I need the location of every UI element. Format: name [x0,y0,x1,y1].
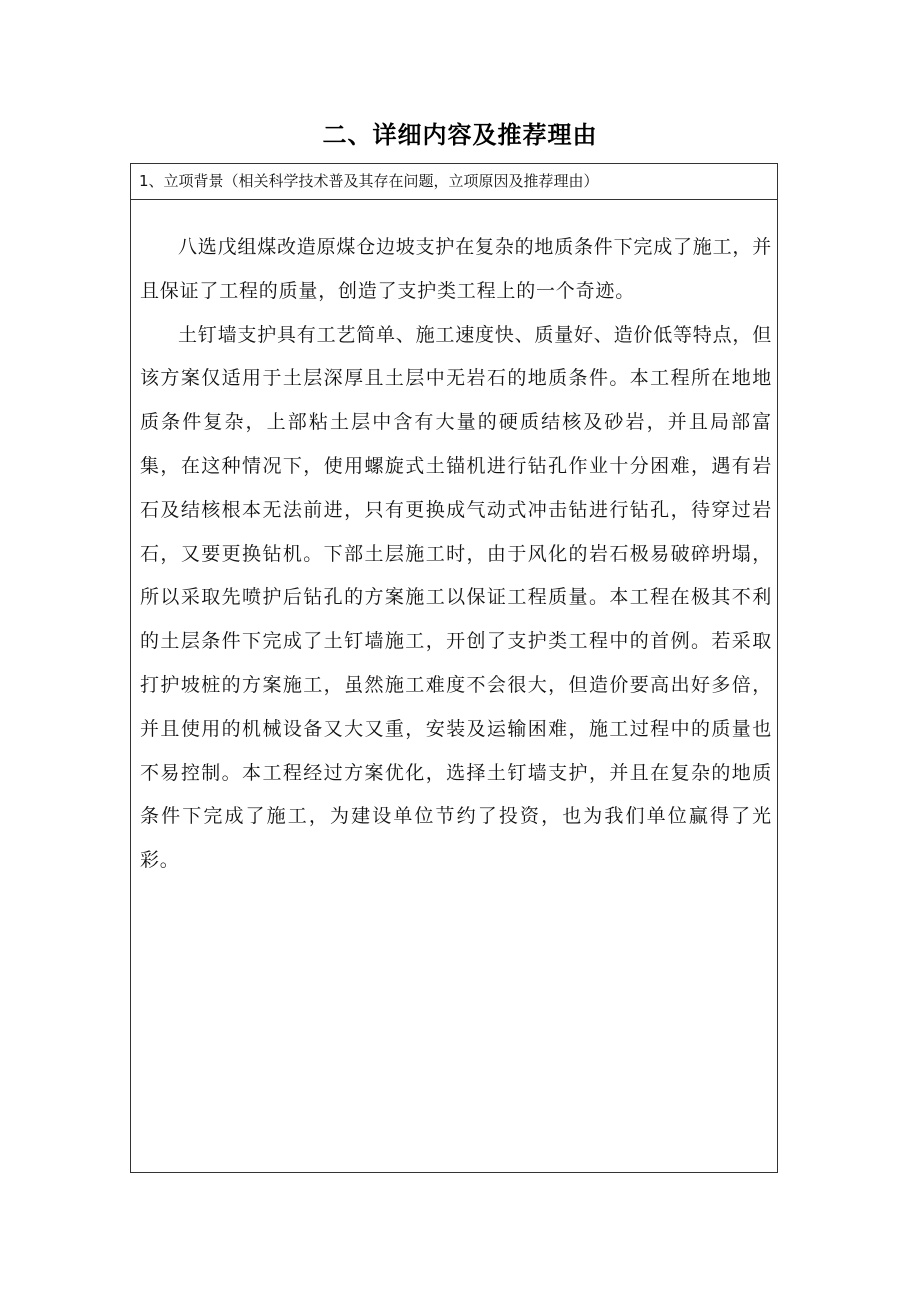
section-header-label: 1、立项背景（相关科学技术普及其存在问题，立项原因及推荐理由） [139,172,599,190]
paragraph-intro: 八选戊组煤改造原煤仓边坡支护在复杂的地质条件下完成了施工，并且保证了工程的质量，创造了支护类工程上的一个奇迹。 [140,236,773,302]
page-title: 二、详细内容及推荐理由 [322,121,598,149]
paragraph-details: 土钉墙支护具有工艺简单、施工速度快、质量好、造价低等特点，但该方案仅适用于土层深厚且土层中无岩石的地质条件。本工程所在地地质条件复杂，上部粘土层中含有大量的硬质结核及砂岩，并且局部富集，在这种情况下，使用螺旋式土锚机进行钻孔作业十分困难，遇有岩石及结核根本无法前进，只有更换成气动式冲击钻进行钻孔，待穿过岩石，又要更换钻机。下部土层施工时，由于风化的岩石极易破碎坍塌，所以采取先喷护后钻孔的方案施工以保证工程质量。本工程在极其不利的土层条件下完成了土钉墙施工，开创了支护类工程中的首例。若采取打护坡桩的方案施工，虽然施工难度不会很大，但造价要高出好多倍，并且使用的机械设备又大又重，安装及运输困难，施工过程中的质量也不易控制。本工程经过方案优化，选择土钉墙支护，并且在复杂的地质条件下完成了施工，为建设单位节约了投资，也为我们单位赢得了光彩。 [140,323,773,872]
form-table [130,163,778,1173]
section-body [140,226,772,883]
header-divider [131,199,777,200]
